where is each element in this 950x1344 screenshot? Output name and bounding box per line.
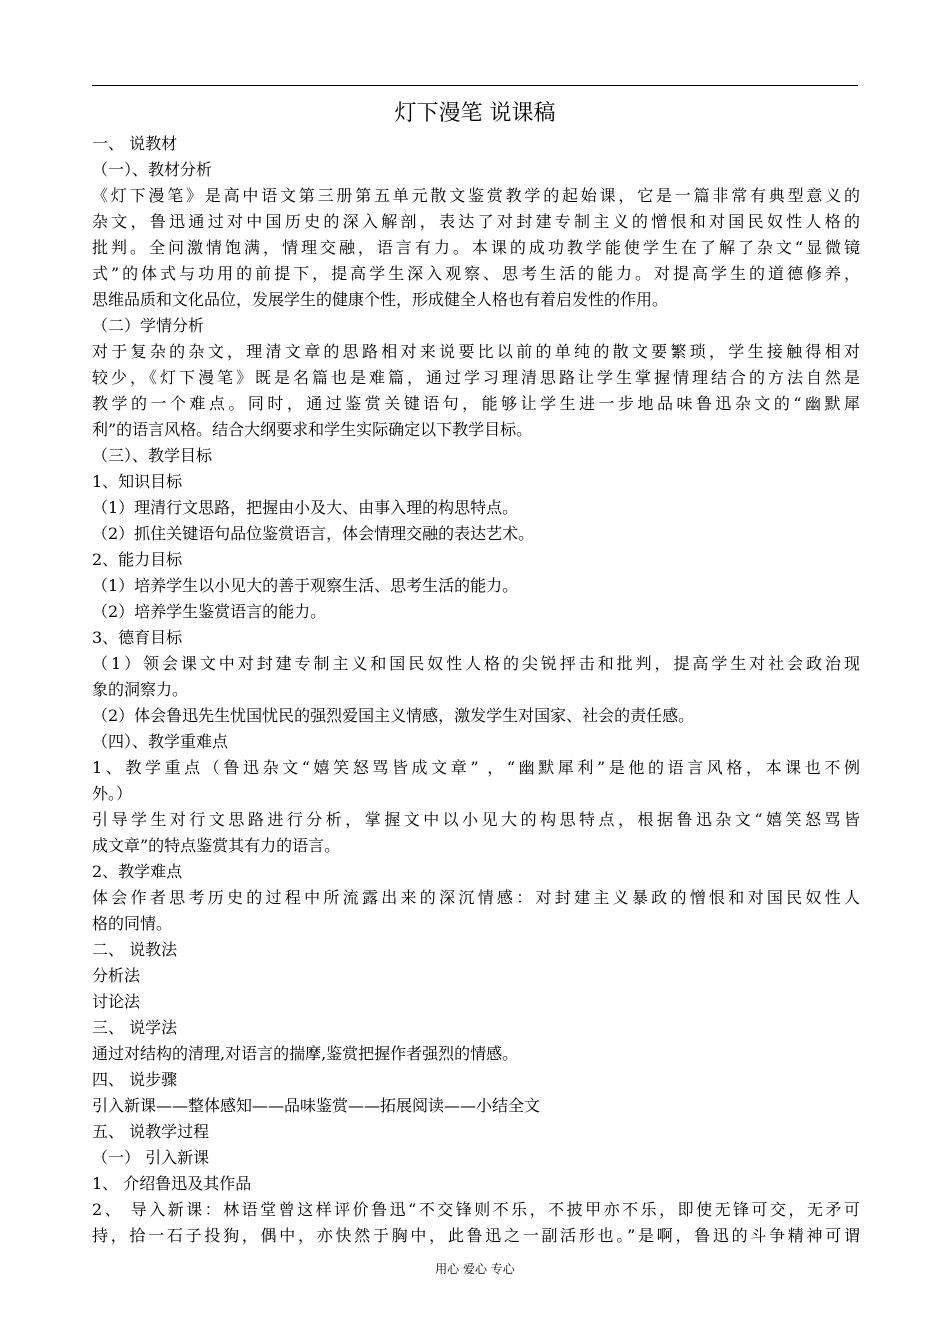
text-line: 三、 说学法 [92,1018,178,1037]
text-line: 象的洞察力。 [92,680,189,699]
text-line: 分析法 [92,966,141,985]
document-body [92,131,860,1249]
text-line: 一、 说教材 [92,134,178,153]
text-line: 格的同情。 [92,914,173,933]
text-line: 1、教学重点（鲁迅杂文“嬉笑怒骂皆成文章” ，“幽默犀利”是他的语言风格，本课也不例 [92,758,860,777]
text-line: 批判。全问激情饱满，情理交融，语言有力。本课的成功教学能使学生在了解了杂文“显微镜 [92,238,860,257]
text-line: 成文章”的特点鉴赏其有力的语言。 [92,836,341,855]
text-line: 《灯下漫笔》是高中语文第三册第五单元散文鉴赏教学的起始课，它是一篇非常有典型意义的 [92,186,860,205]
text-line: （1）领会课文中对封建专制主义和国民奴性人格的尖锐抨击和批判，提高学生对社会政治现 [92,654,860,673]
text-line: 持，拾一石子投狗，偶中，亦快然于胸中，此鲁迅之一副活形也。”是啊，鲁迅的斗争精神可谓 [92,1226,860,1245]
text-line: 1、知识目标 [92,472,183,491]
text-line: 通过对结构的清理,对语言的揣摩,鉴赏把握作者强烈的情感。 [92,1044,519,1063]
text-line: 外。） [92,784,133,803]
text-line: 杂文，鲁迅通过对中国历史的深入解剖，表达了对封建专制主义的憎恨和对国民奴性人格的 [92,212,860,231]
text-line: 对于复杂的杂文，理清文章的思路相对来说要比以前的单纯的散文要繁琐，学生接触得相对 [92,342,860,361]
text-line: 2、能力目标 [92,550,183,569]
text-line: 1、 介绍鲁迅及其作品 [92,1174,252,1193]
text-line: 式”的体式与功用的前提下，提高学生深入观察、思考生活的能力。对提高学生的道德修养， [92,264,860,283]
page-footer: 用心 爱心 专心 [435,1262,515,1276]
text-line: 体会作者思考历史的过程中所流露出来的深沉情感：对封建主义暴政的憎恨和对国民奴性人 [92,888,860,907]
text-line: （2）抓住关键语句品位鉴赏语言，体会情理交融的表达艺术。 [92,524,535,543]
text-line: 较少，《灯下漫笔》既是名篇也是难篇，通过学习理清思路让学生掌握情理结合的方法自然是 [92,368,860,387]
document-title: 灯下漫笔 说课稿 [394,101,556,126]
text-line: （1）培养学生以小见大的善于观察生活、思考生活的能力。 [92,576,519,595]
text-line: （2）培养学生鉴赏语言的能力。 [92,602,327,621]
text-line: 思维品质和文化品位，发展学生的健康个性，形成健全人格也有着启发性的作用。 [92,290,669,309]
text-line: （一） 引入新课 [92,1148,210,1167]
text-line: 五、 说教学过程 [92,1122,210,1141]
text-line: （四）、教学重难点 [92,732,229,751]
text-line: （1）理清行文思路，把握由小及大、由事入理的构思特点。 [92,498,519,517]
text-line: （三）、教学目标 [92,446,213,465]
header-rule [92,85,858,86]
text-line: 讨论法 [92,992,141,1011]
text-line: （二）学情分析 [92,316,205,335]
text-line: 2、 导入新课：林语堂曾这样评价鲁迅“不交锋则不乐，不披甲亦不乐，即使无锋可交，无矛可 [92,1200,860,1219]
text-line: 3、德育目标 [92,628,183,647]
text-line: 二、 说教法 [92,940,178,959]
text-line: 教学的一个难点。同时，通过鉴赏关键语句，能够让学生进一步地品味鲁迅杂文的“幽默犀 [92,394,860,413]
text-line: 引入新课——整体感知——品味鉴赏——拓展阅读——小结全文 [92,1096,541,1115]
text-line: （一）、教材分析 [92,160,213,179]
text-line: 利”的语言风格。结合大纲要求和学生实际确定以下教学目标。 [92,420,533,439]
text-line: 四、 说步骤 [92,1070,178,1089]
text-line: 引导学生对行文思路进行分析，掌握文中以小见大的构思特点，根据鲁迅杂文“嬉笑怒骂皆 [92,810,860,829]
text-line: 2、教学难点 [92,862,183,881]
text-line: （2）体会鲁迅先生忧国忧民的强烈爱国主义情感，激发学生对国家、社会的责任感。 [92,706,695,725]
